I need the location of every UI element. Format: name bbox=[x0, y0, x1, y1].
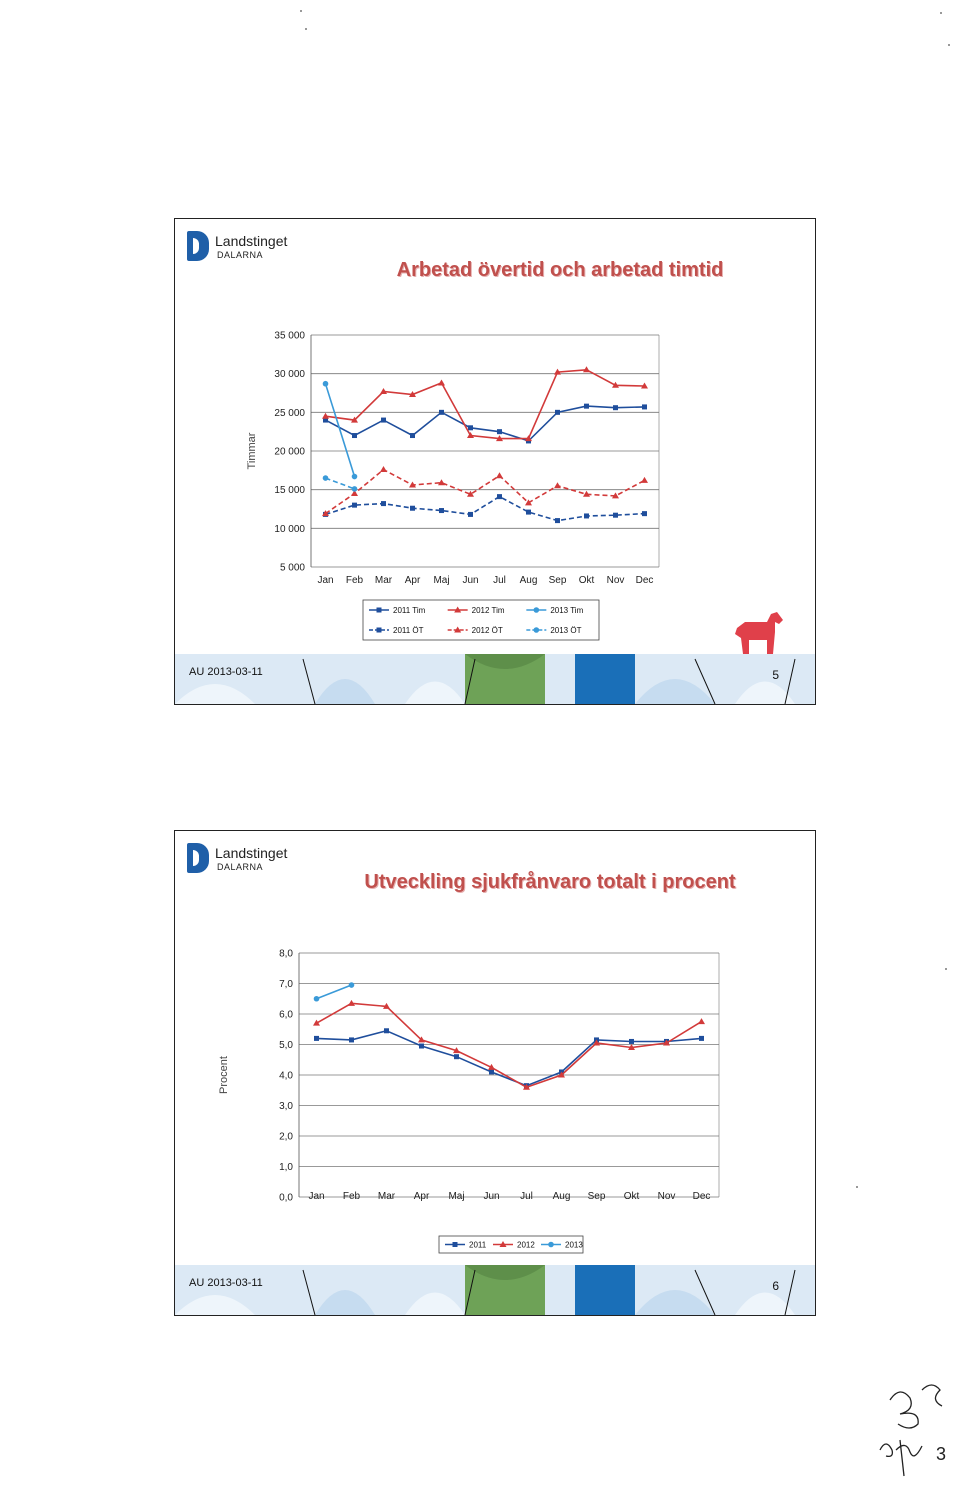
data-point bbox=[629, 1039, 634, 1044]
data-point bbox=[419, 1044, 424, 1049]
logo-sub: DALARNA bbox=[217, 862, 264, 872]
x-tick-label: Maj bbox=[433, 575, 450, 586]
dala-horse-icon bbox=[731, 610, 785, 656]
slide-overtime bbox=[174, 218, 816, 705]
x-tick-label: Dec bbox=[692, 1191, 711, 1202]
data-point bbox=[554, 482, 561, 488]
x-tick-label: Okt bbox=[623, 1191, 640, 1202]
slide-title: Arbetad övertid och arbetad timtid bbox=[396, 259, 724, 281]
series-line bbox=[326, 384, 355, 477]
series-line bbox=[326, 370, 645, 439]
legend-label: 2011 ÖT bbox=[393, 626, 424, 635]
data-point bbox=[699, 1036, 704, 1041]
data-point bbox=[349, 1037, 354, 1042]
legend-label: 2011 Tim bbox=[393, 606, 426, 615]
y-tick-label: 25 000 bbox=[274, 407, 305, 419]
handwritten-signature bbox=[870, 1380, 960, 1480]
x-tick-label: Jul bbox=[493, 575, 506, 586]
slide-title: Utveckling sjukfrånvaro totalt i procent bbox=[364, 871, 736, 893]
data-point bbox=[584, 404, 589, 409]
x-tick-label: Jan bbox=[308, 1191, 325, 1202]
x-tick-label: Apr bbox=[413, 1191, 430, 1202]
slide-sick-leave bbox=[174, 830, 816, 1316]
data-point bbox=[323, 381, 329, 387]
data-point bbox=[641, 477, 648, 483]
data-point bbox=[381, 418, 386, 423]
logo-brand: Landstinget bbox=[215, 233, 288, 249]
overtime-chart bbox=[175, 219, 815, 704]
slide-footer bbox=[175, 654, 815, 704]
y-axis-label: Timmar bbox=[246, 432, 258, 470]
data-point bbox=[323, 475, 329, 481]
data-point bbox=[322, 413, 329, 419]
slide-footer bbox=[175, 1265, 815, 1315]
x-tick-label: Dec bbox=[635, 575, 654, 586]
legend-label: 2012 ÖT bbox=[471, 626, 503, 635]
data-point bbox=[380, 466, 387, 472]
legend-marker bbox=[453, 1242, 458, 1247]
data-point bbox=[384, 1028, 389, 1033]
x-tick-label: Nov bbox=[606, 575, 625, 586]
x-tick-label: Mar bbox=[377, 1191, 396, 1202]
data-point bbox=[496, 472, 503, 478]
data-point bbox=[613, 405, 618, 410]
y-tick-label: 1,0 bbox=[279, 1162, 293, 1173]
data-point bbox=[439, 508, 444, 513]
y-tick-label: 6,0 bbox=[279, 1009, 293, 1021]
x-tick-label: Aug bbox=[519, 575, 538, 586]
x-tick-label: Maj bbox=[448, 1191, 465, 1202]
y-tick-label: 0,0 bbox=[279, 1192, 293, 1204]
y-tick-label: 20 000 bbox=[274, 446, 305, 458]
data-point bbox=[349, 982, 355, 988]
data-point bbox=[454, 1054, 459, 1059]
legend-marker bbox=[534, 607, 540, 613]
sick-leave-chart bbox=[175, 831, 815, 1315]
x-tick-label: Okt bbox=[578, 575, 595, 586]
y-axis-label: Procent bbox=[218, 1056, 230, 1094]
y-tick-label: 8,0 bbox=[279, 948, 293, 960]
data-point bbox=[468, 512, 473, 517]
x-tick-label: Apr bbox=[404, 575, 421, 586]
data-point bbox=[468, 425, 473, 430]
legend-marker bbox=[534, 627, 540, 633]
data-point bbox=[352, 486, 358, 492]
data-point bbox=[410, 433, 415, 438]
data-point bbox=[489, 1069, 494, 1074]
footer-date: AU 2013-03-11 bbox=[189, 666, 263, 678]
x-tick-label: Feb bbox=[345, 575, 364, 586]
page-number: 5 bbox=[772, 668, 779, 682]
data-point bbox=[613, 513, 618, 518]
legend-marker bbox=[548, 1242, 554, 1248]
data-point bbox=[642, 511, 647, 516]
legend-marker bbox=[377, 608, 382, 613]
series-line bbox=[326, 497, 645, 521]
y-tick-label: 3,0 bbox=[279, 1101, 293, 1112]
data-point bbox=[642, 404, 647, 409]
legend-label: 2013 bbox=[565, 1240, 583, 1250]
legend-label: 2012 Tim bbox=[471, 606, 505, 615]
data-point bbox=[555, 518, 560, 523]
data-point bbox=[352, 433, 357, 438]
y-tick-label: 5,0 bbox=[279, 1040, 293, 1051]
data-point bbox=[497, 494, 502, 499]
series-line bbox=[326, 470, 645, 514]
data-point bbox=[438, 379, 445, 385]
legend-label: 2013 ÖT bbox=[550, 626, 582, 635]
y-tick-label: 7,0 bbox=[279, 979, 293, 990]
data-point bbox=[555, 410, 560, 415]
x-tick-label: Sep bbox=[587, 1191, 606, 1202]
y-tick-label: 15 000 bbox=[274, 485, 305, 497]
x-tick-label: Sep bbox=[548, 575, 567, 586]
x-tick-label: Jun bbox=[462, 575, 479, 586]
y-tick-label: 5 000 bbox=[279, 562, 305, 574]
x-tick-label: Jun bbox=[483, 1191, 500, 1202]
logo-brand: Landstinget bbox=[215, 845, 288, 861]
data-point bbox=[381, 501, 386, 506]
page-number: 6 bbox=[772, 1279, 779, 1293]
x-tick-label: Jul bbox=[520, 1191, 533, 1202]
legend-label: 2013 Tim bbox=[550, 606, 584, 615]
logo-sub: DALARNA bbox=[217, 250, 264, 260]
y-tick-label: 10 000 bbox=[274, 523, 305, 535]
footer-date: AU 2013-03-11 bbox=[189, 1277, 263, 1289]
data-point bbox=[439, 410, 444, 415]
y-tick-label: 2,0 bbox=[279, 1131, 293, 1143]
x-tick-label: Feb bbox=[342, 1191, 361, 1202]
data-point bbox=[497, 429, 502, 434]
x-tick-label: Nov bbox=[657, 1191, 676, 1202]
y-tick-label: 35 000 bbox=[274, 330, 305, 342]
legend-marker bbox=[377, 628, 382, 633]
footer-decoration bbox=[175, 654, 815, 704]
x-tick-label: Aug bbox=[552, 1191, 571, 1202]
data-point bbox=[526, 510, 531, 515]
x-tick-label: Jan bbox=[317, 575, 334, 586]
y-tick-label: 30 000 bbox=[274, 369, 305, 381]
data-point bbox=[352, 503, 357, 508]
x-tick-label: Mar bbox=[374, 575, 393, 586]
legend-label: 2012 bbox=[517, 1240, 535, 1250]
series-line bbox=[326, 478, 355, 489]
handwritten-number: 3 bbox=[936, 1444, 947, 1464]
data-point bbox=[698, 1018, 705, 1024]
data-point bbox=[314, 996, 320, 1002]
y-tick-label: 4,0 bbox=[279, 1070, 293, 1082]
data-point bbox=[314, 1036, 319, 1041]
series-line bbox=[317, 985, 352, 999]
data-point bbox=[410, 506, 415, 511]
legend-label: 2011 bbox=[469, 1240, 487, 1250]
data-point bbox=[352, 474, 358, 480]
data-point bbox=[584, 513, 589, 518]
series-line bbox=[326, 406, 645, 441]
footer-decoration bbox=[175, 1265, 815, 1315]
